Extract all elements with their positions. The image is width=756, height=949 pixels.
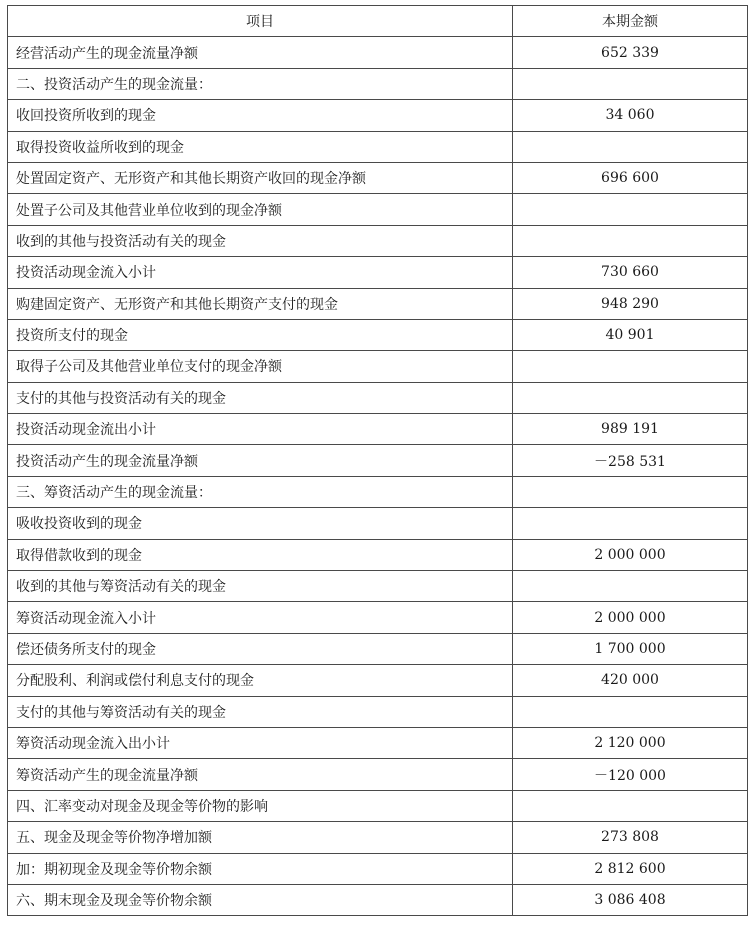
row-item-label: 六、期末现金及现金等价物余额 [8, 884, 513, 915]
row-item-label: 支付的其他与投资活动有关的现金 [8, 382, 513, 413]
row-item-label: 分配股利、利润或偿付利息支付的现金 [8, 665, 513, 696]
table-row [8, 884, 748, 915]
row-amount [513, 571, 748, 602]
row-amount [513, 194, 748, 225]
row-item-label: 偿还债务所支付的现金 [8, 633, 513, 664]
row-item-label: 三、筹资活动产生的现金流量： [8, 476, 513, 507]
table-row [8, 414, 748, 445]
row-amount: －258 531 [513, 445, 748, 476]
table-row [8, 288, 748, 319]
row-item-label: 经营活动产生的现金流量净额 [8, 37, 513, 68]
cash-flow-table [7, 5, 748, 916]
row-amount [513, 131, 748, 162]
table-row [8, 759, 748, 790]
row-item-label: 收回投资所收到的现金 [8, 100, 513, 131]
table-body [8, 37, 748, 916]
row-amount: 2 000 000 [513, 539, 748, 570]
row-amount [513, 476, 748, 507]
row-amount [513, 790, 748, 821]
header-item: 项目 [8, 6, 513, 37]
row-item-label: 二、投资活动产生的现金流量： [8, 68, 513, 99]
row-item-label: 取得借款收到的现金 [8, 539, 513, 570]
table-row [8, 727, 748, 758]
row-amount: 420 000 [513, 665, 748, 696]
row-amount: 696 600 [513, 162, 748, 193]
row-amount: 2 000 000 [513, 602, 748, 633]
table-row [8, 853, 748, 884]
row-amount: 3 086 408 [513, 884, 748, 915]
table-row [8, 476, 748, 507]
row-amount: 652 339 [513, 37, 748, 68]
table-row [8, 790, 748, 821]
row-item-label: 购建固定资产、无形资产和其他长期资产支付的现金 [8, 288, 513, 319]
row-item-label: 筹资活动现金流入小计 [8, 602, 513, 633]
row-item-label: 投资所支付的现金 [8, 319, 513, 350]
row-amount: 2 120 000 [513, 727, 748, 758]
row-item-label: 取得投资收益所收到的现金 [8, 131, 513, 162]
row-amount [513, 68, 748, 99]
row-amount: 948 290 [513, 288, 748, 319]
row-item-label: 处置子公司及其他营业单位收到的现金净额 [8, 194, 513, 225]
table-row [8, 68, 748, 99]
row-amount [513, 225, 748, 256]
table-row [8, 131, 748, 162]
row-amount: 40 901 [513, 319, 748, 350]
row-item-label: 加：期初现金及现金等价物余额 [8, 853, 513, 884]
table-row [8, 351, 748, 382]
row-item-label: 处置固定资产、无形资产和其他长期资产收回的现金净额 [8, 162, 513, 193]
row-item-label: 收到的其他与筹资活动有关的现金 [8, 571, 513, 602]
table-row [8, 225, 748, 256]
row-item-label: 吸收投资收到的现金 [8, 508, 513, 539]
table-row [8, 382, 748, 413]
row-item-label: 投资活动现金流出小计 [8, 414, 513, 445]
header-amount: 本期金额 [513, 6, 748, 37]
table-row [8, 508, 748, 539]
table-row [8, 633, 748, 664]
table-row [8, 539, 748, 570]
table-row [8, 696, 748, 727]
row-item-label: 五、现金及现金等价物净增加额 [8, 822, 513, 853]
table-row [8, 37, 748, 68]
row-amount: 34 060 [513, 100, 748, 131]
row-item-label: 投资活动产生的现金流量净额 [8, 445, 513, 476]
table-row [8, 445, 748, 476]
table-row [8, 665, 748, 696]
row-amount [513, 508, 748, 539]
row-item-label: 取得子公司及其他营业单位支付的现金净额 [8, 351, 513, 382]
row-amount: 2 812 600 [513, 853, 748, 884]
row-item-label: 四、汇率变动对现金及现金等价物的影响 [8, 790, 513, 821]
row-item-label: 投资活动现金流入小计 [8, 257, 513, 288]
table-row [8, 194, 748, 225]
row-amount: 1 700 000 [513, 633, 748, 664]
row-amount [513, 382, 748, 413]
row-item-label: 筹资活动现金流入出小计 [8, 727, 513, 758]
table-row [8, 571, 748, 602]
row-item-label: 支付的其他与筹资活动有关的现金 [8, 696, 513, 727]
row-amount [513, 696, 748, 727]
row-amount: 730 660 [513, 257, 748, 288]
row-amount: 989 191 [513, 414, 748, 445]
row-amount: －120 000 [513, 759, 748, 790]
header-row [8, 6, 748, 37]
row-amount [513, 351, 748, 382]
row-item-label: 收到的其他与投资活动有关的现金 [8, 225, 513, 256]
table-row [8, 162, 748, 193]
row-amount: 273 808 [513, 822, 748, 853]
row-item-label: 筹资活动产生的现金流量净额 [8, 759, 513, 790]
table-row [8, 822, 748, 853]
table-row [8, 319, 748, 350]
table-row [8, 100, 748, 131]
table-row [8, 602, 748, 633]
table-row [8, 257, 748, 288]
